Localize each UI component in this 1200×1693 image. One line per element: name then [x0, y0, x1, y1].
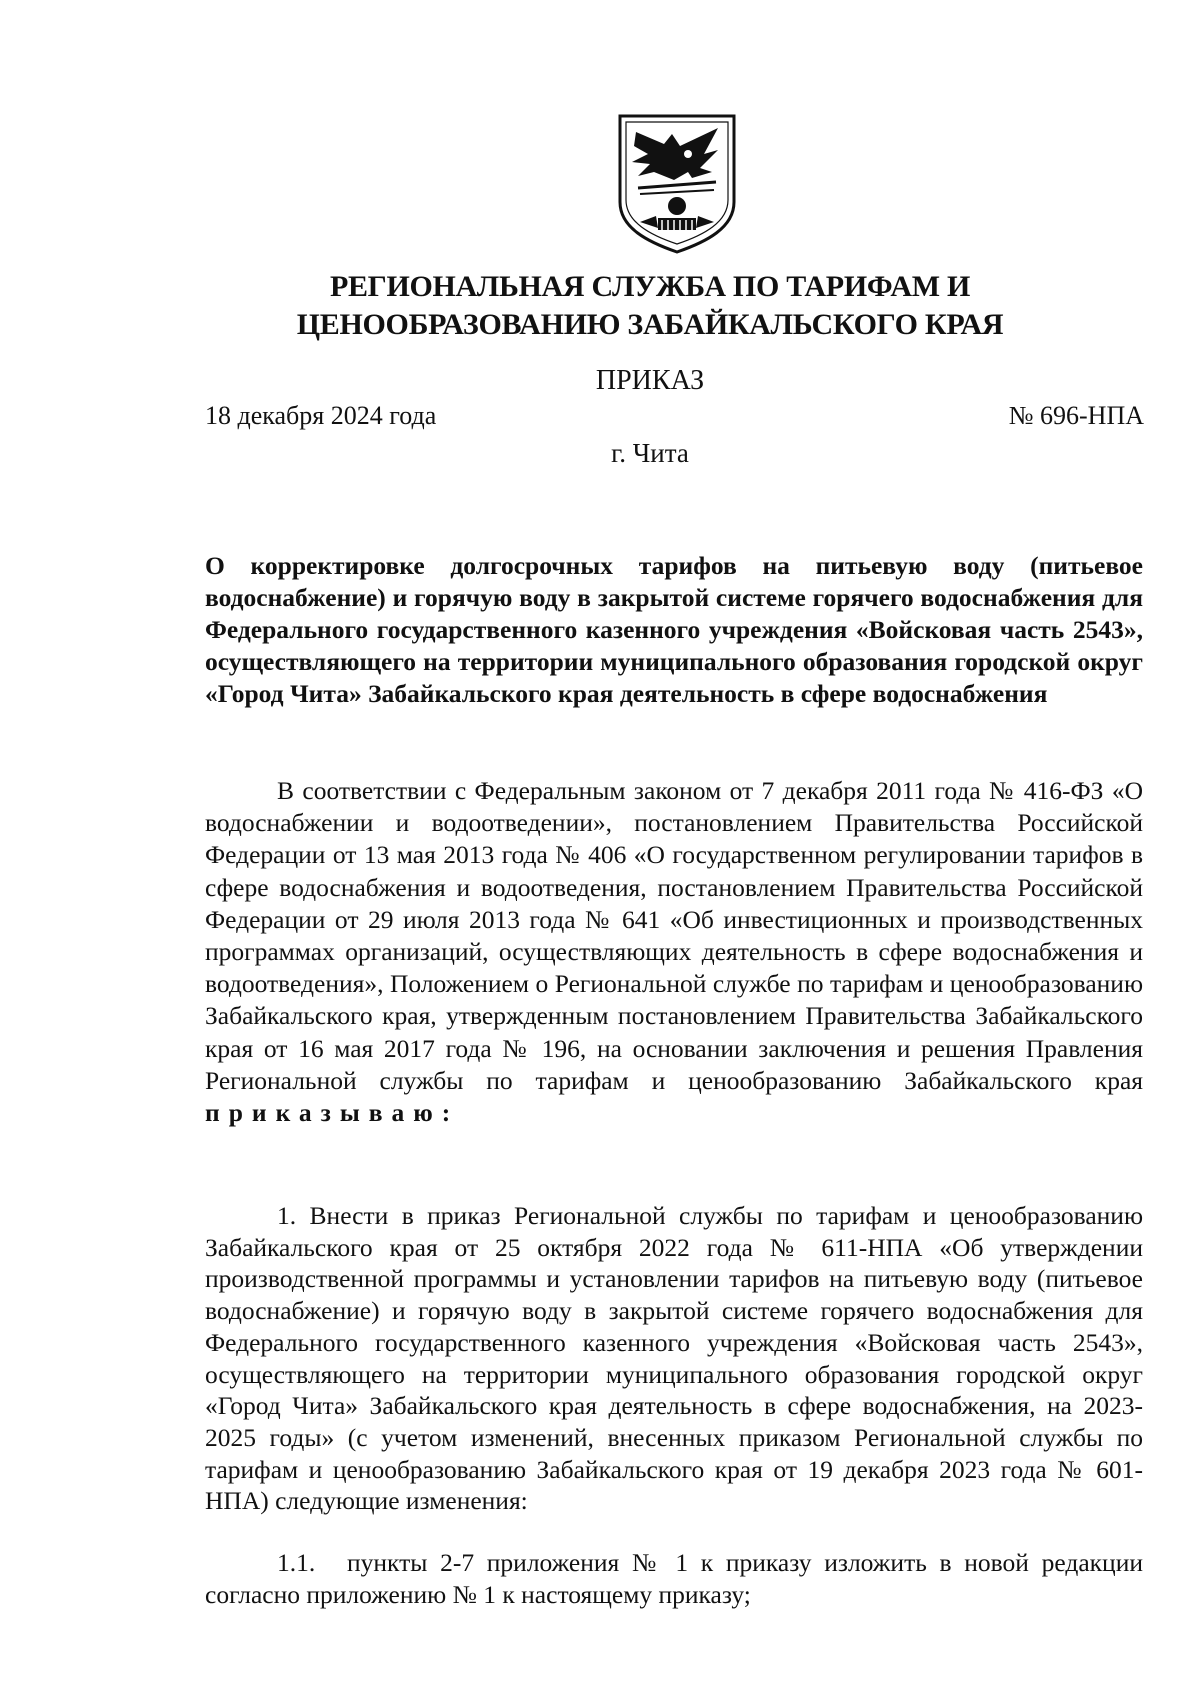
- document-date: 18 декабря 2024 года: [205, 401, 437, 430]
- document-number: № 696-НПА: [1008, 401, 1144, 430]
- agency-name: [250, 268, 1050, 344]
- preamble-text: В соответствии с Федеральным законом от 7 декабря 2011 года № 416-ФЗ «О водоснабжении и водоотведении», постановлением Правительства Российской Федерации от 13 мая 2013 года № 406 «О государственном регулировании тарифов в сфере водоснабжения и водоотведения, постановлением Правительства Российской Федерации от 29 июля 2013 года № 641 «Об инвестиционных и производственных программах организаций, осуществляющих деятельность в сфере водоснабжения и водоотведения», Положением о Региональной службе по тарифам и ценообразованию Забайкальского края, утвержденным постановлением Правительства Забайкальского края от 16 мая 2017 года № 196, на основании заключения и решения Правления Региональной службы по тарифам и ценообразованию Забайкальского края: [205, 776, 1143, 1095]
- order-word: приказываю:: [205, 1098, 460, 1128]
- document-type: ПРИКАЗ: [595, 365, 705, 396]
- coat-of-arms-emblem: [614, 110, 740, 256]
- document-subject: О корректировке долгосрочных тарифов на питьевую воду (питьевое водоснабжение) и горячую воду в закрытой системе горячего водоснабжения для Федерального государственного казенного учреждения «Войсковая часть 2543», осуществляющего на территории муниципального образования городской округ «Город Чита» Забайкальского края деятельность в сфере водоснабжения: [205, 551, 1143, 708]
- agency-name-line2: ЦЕНООБРАЗОВАНИЮ ЗАБАЙКАЛЬСКОГО КРАЯ: [296, 308, 1004, 341]
- item-1-paragraph: 1. Внести в приказ Региональной службы по тарифам и ценообразованию Забайкальского края от 25 октября 2022 года № 611-НПА «Об утверждении производственной программы и установлении тарифов на питьевую воду (питьевое водоснабжение) и горячую воду в закрытой системе горячего водоснабжения для Федерального государственного казенного учреждения «Войсковая часть 2543», осуществляющего на территории муниципального образования городской округ «Город Чита» Забайкальского края деятельность в сфере водоснабжения, на 2023-2025 годы» (с учетом изменений, внесенных приказом Региональной службы по тарифам и ценообразованию Забайкальского края от 19 декабря 2023 года № 601-НПА) следующие изменения:: [205, 1201, 1143, 1516]
- item-1-1-paragraph: [205, 1547, 1143, 1611]
- item-1-1-number: 1.1.: [277, 1548, 316, 1577]
- preamble-paragraph: [205, 775, 1143, 1129]
- agency-name-line1: РЕГИОНАЛЬНАЯ СЛУЖБА ПО ТАРИФАМ И: [329, 270, 971, 303]
- document-city: г. Чита: [611, 438, 689, 468]
- item-1-1-text: пункты 2-7 приложения № 1 к приказу изложить в новой редакции согласно приложению № 1 к настоящему приказу;: [205, 1548, 1143, 1609]
